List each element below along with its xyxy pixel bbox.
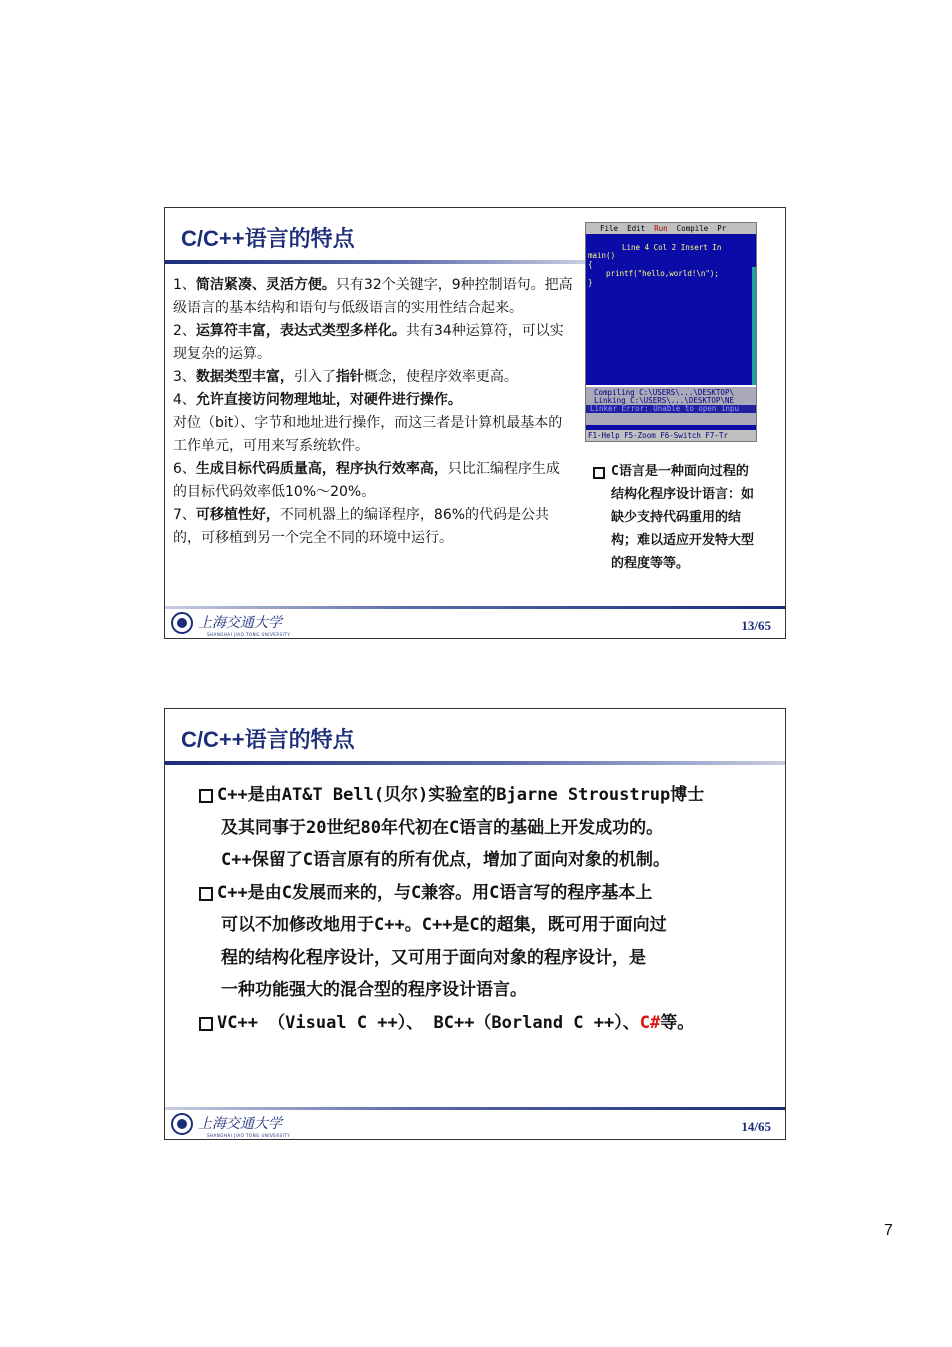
title-rule [165,260,585,264]
bullet-item: C++是由C发展而来的，与C兼容。用C语言写的程序基本上 可以不加修改地用于C++。C++是C的超集，既可用于面向过 程的结构化程序设计，又可用于面向对象的程序设计，是 一种功能强大的混合型的程序设计语言。 [199,877,769,1007]
ide-menu-compile: Compile [676,224,709,233]
bullet-list [199,779,769,1039]
feature-item: 2、运算符丰富，表达式类型多样化。共有34种运算符，可以实现复杂的运算。 [173,323,564,362]
side-note-text: C语言是一种面向过程的结构化程序设计语言：如缺少支持代码重用的结构；难以适应开发特大型的程度等等。 [611,464,755,571]
logo-subtext: SHANGHAI JIAO TONG UNIVERSITY [207,1133,291,1138]
code-line: printf("hello,world!\n"); [588,269,719,278]
ide-menu-edit: Edit [627,224,646,233]
slide-13 [164,207,786,639]
bullet-item: C++是由AT&T Bell(贝尔)实验室的Bjarne Stroustrup博士 及其同事于20世纪80年代初在C语言的基础上开发成功的。 C++保留了C语言原有的所有优点，增加了面向对象的机制。 [199,779,769,877]
linker-error: Linker Error: Unable to open inpu [586,405,756,413]
csharp-highlight: C# [639,1012,661,1033]
slide-title: C/C++语言的特点 [181,727,355,752]
feature-list [173,274,573,550]
feature-item: 1、简洁紧凑、灵活方便。只有32个关键字，9种控制语句。把高级语言的基本结构和语句与低级语言的实用性结合起来。 [173,277,573,316]
slide-page-number: 14/65 [741,1119,771,1134]
ide-function-keys: F1-Help F5-Zoom F6-Switch F7-Tr [586,430,756,441]
ide-menu-run: Run [654,224,668,233]
university-logo [171,1111,291,1138]
logo-subtext: SHANGHAI JIAO TONG UNIVERSITY [207,632,291,637]
code-line: { [588,260,593,269]
university-logo [171,610,291,637]
side-note [593,460,761,575]
ide-scrollbar [752,267,756,387]
ide-screenshot [585,222,757,442]
ide-menu-project: Pr [717,224,727,233]
ide-status-line: Line 4 Col 2 Insert In [622,243,722,252]
checkbox-bullet-icon [593,467,605,479]
ide-code [588,251,719,287]
message-line: Compiling C:\USERS\...\DESKTOP\ [594,388,734,397]
ide-menu-file: File [600,224,619,233]
checkbox-bullet-icon [199,1017,213,1031]
slide-title: C/C++语言的特点 [181,226,355,251]
checkbox-bullet-icon [199,887,213,901]
logo-text: 上海交通大学 [198,615,282,631]
code-line: } [588,278,593,287]
slide-page-number: 13/65 [741,618,771,633]
code-line: main() [588,251,616,260]
logo-text: 上海交通大学 [198,1116,282,1132]
message-line: Linking C:\USERS\...\DESKTOP\NE [594,396,734,405]
feature-item: 3、数据类型丰富，引入了指针概念，使程序效率更高。 [173,369,518,385]
document-page-number: 7 [884,1222,893,1239]
feature-item: 4、允许直接访问物理地址，对硬件进行操作。 对位（bit）、字节和地址进行操作，而这三者是计算机最基本的工作单元，可用来写系统软件。 [173,392,563,454]
feature-item: 6、生成目标代码质量高，程序执行效率高，只比汇编程序生成的目标代码效率低10%～20%。 [173,461,560,500]
university-seal-icon [171,612,193,634]
footer-rule [165,606,785,609]
footer-rule [165,1107,785,1110]
ide-menu-bar [586,223,756,234]
university-seal-icon [171,1113,193,1135]
title-rule [165,761,785,765]
slide-14 [164,708,786,1140]
feature-item: 7、可移植性好，不同机器上的编译程序，86%的代码是公共的，可移植到另一个完全不同的环境中运行。 [173,507,550,546]
bullet-item: VC++ （Visual C ++）、 BC++（Borland C ++）、C#等。 [199,1007,769,1040]
checkbox-bullet-icon [199,789,213,803]
ide-message-window [586,385,756,425]
